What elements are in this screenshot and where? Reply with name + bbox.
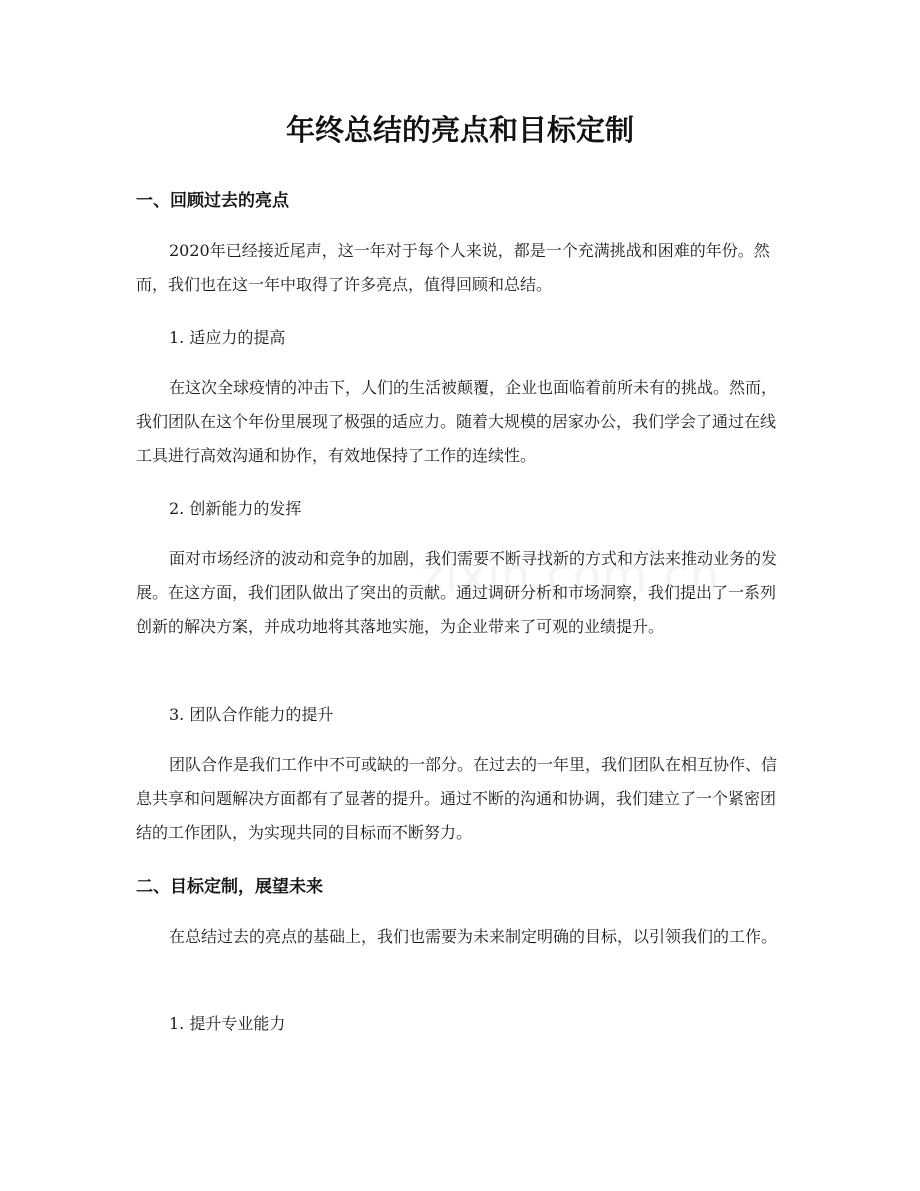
section1-item3-title: 3. 团队合作能力的提升 bbox=[169, 705, 334, 724]
section2-item1-title: 1. 提升专业能力 bbox=[169, 1014, 286, 1033]
section2-intro: 在总结过去的亮点的基础上，我们也需要为未来制定明确的目标，以引领我们的工作。 bbox=[169, 927, 778, 946]
section1-heading: 一、回顾过去的亮点 bbox=[136, 191, 289, 211]
section1-item1-body: 在这次全球疫情的冲击下，人们的生活被颠覆，企业也面临着前所未有的挑战。然而，我们团队在这个年份里展现了极强的适应力。随着大规模的居家办公，我们学会了通过在线工具进行高效沟通和协作，有效地保持了工作的连续性。 bbox=[136, 378, 778, 465]
section2-heading: 二、目标定制，展望未来 bbox=[136, 877, 323, 897]
document-title: 年终总结的亮点和目标定制 bbox=[285, 113, 634, 147]
section1-item3-body: 团队合作是我们工作中不可或缺的一部分。在过去的一年里，我们团队在相互协作、信息共享和问题解决方面都有了显著的提升。通过不断的沟通和协调，我们建立了一个紧密团结的工作团队，为实现共同的目标而不断努力。 bbox=[136, 755, 778, 842]
section1-item1-title: 1. 适应力的提高 bbox=[169, 328, 286, 347]
section1-item2-title: 2. 创新能力的发挥 bbox=[169, 499, 302, 518]
section1-intro: 2020年已经接近尾声，这一年对于每个人来说，都是一个充满挑战和困难的年份。然而，我们也在这一年中取得了许多亮点，值得回顾和总结。 bbox=[136, 241, 770, 294]
section1-item2-body: 面对市场经济的波动和竞争的加剧，我们需要不断寻找新的方式和方法来推动业务的发展。在这方面，我们团队做出了突出的贡献。通过调研分析和市场洞察，我们提出了一系列创新的解决方案，并成功地将其落地实施，为企业带来了可观的业绩提升。 bbox=[136, 549, 778, 636]
